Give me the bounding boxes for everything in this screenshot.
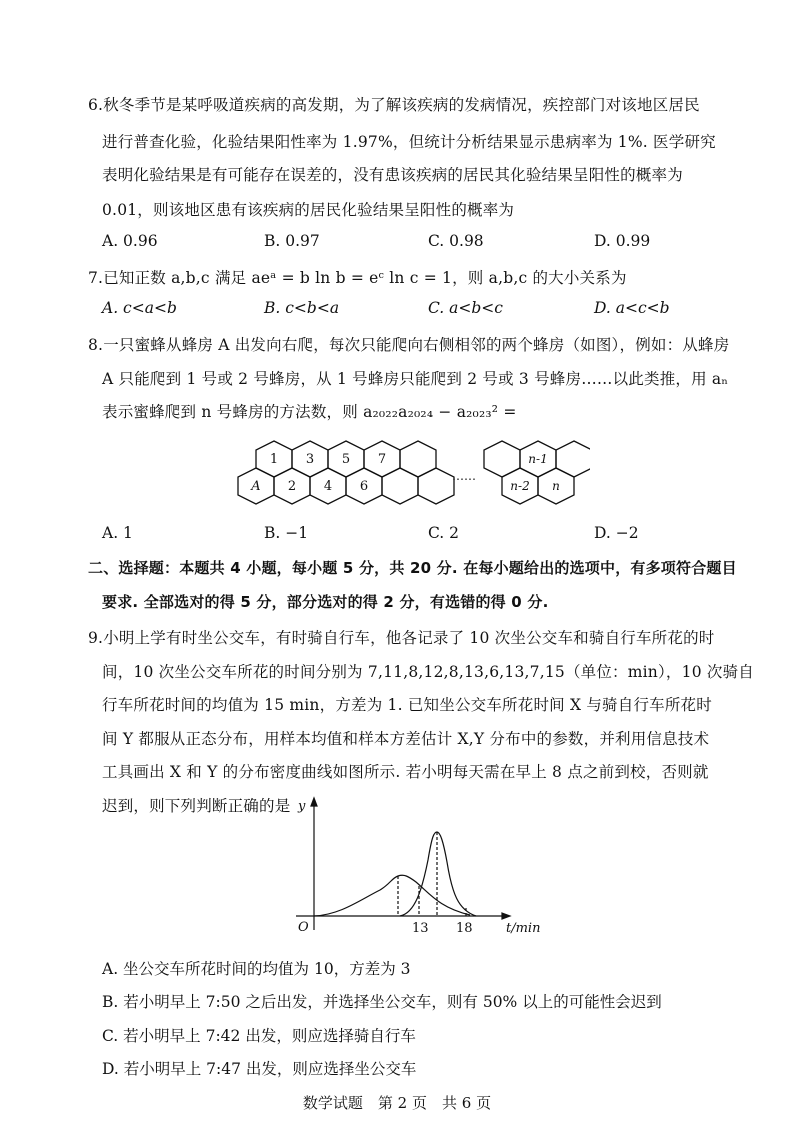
q6-option-a: A. 0.96 (102, 232, 158, 250)
q7-option-d: D. a<c<b (594, 299, 670, 317)
q8-line-2: A 只能爬到 1 号或 2 号蜂房，从 1 号蜂房只能爬到 2 号或 3 号蜂房……以此类推，用 aₙ (102, 370, 729, 388)
hex-label-1: 1 (269, 452, 279, 467)
page-footer: 数学试题 第 2 页 共 6 页 (302, 1094, 492, 1112)
honeycomb-figure (230, 428, 590, 528)
x-axis-label: t/min (506, 921, 541, 936)
q6-line-4: 0.01，则该地区患有该疾病的居民化验结果呈阳性的概率为 (102, 201, 515, 219)
hex-bottom-5 (382, 468, 418, 504)
tick-13-label: 13 (412, 921, 429, 936)
q7-option-b: B. c<b<a (264, 299, 340, 317)
q6-line-3: 表明化验结果是有可能存在误差的，没有患该疾病的居民其化验结果呈阳性的概率为 (102, 166, 683, 184)
q9-line-2: 间，10 次坐公交车所花的时间分别为 7,11,8,12,8,13,6,13,7,15（单位：min），10 次骑自 (102, 663, 754, 681)
q7-option-c: C. a<b<c (428, 299, 503, 317)
q9-option-b: B. 若小明早上 7:50 之后出发，并选择坐公交车，则有 50% 以上的可能性会迟到 (102, 993, 662, 1011)
tick-18-label: 18 (456, 921, 473, 936)
q9-line-5: 工具画出 X 和 Y 的分布密度曲线如图所示. 若小明每天需在早上 8 点之前到校，否则就 (102, 763, 709, 781)
hex-label-7: 7 (377, 452, 387, 467)
q9-line-1: 9.小明上学有时坐公交车，有时骑自行车，他各记录了 10 次坐公交车和骑自行车所花的时 (88, 629, 715, 647)
bike-density-curve (400, 832, 476, 916)
q6-option-d: D. 0.99 (594, 232, 651, 250)
q6-line-1: 6.秋冬季节是某呼吸道疾病的高发期，为了解该疾病的发病情况，疾控部门对该地区居民 (88, 96, 700, 114)
hex-right-left (484, 441, 520, 477)
q8-option-b: B. −1 (264, 524, 309, 542)
y-axis-arrow (311, 798, 317, 806)
hex-label-4: 4 (323, 479, 333, 494)
section2-line-2: 要求. 全部选对的得 5 分，部分选对的得 2 分，有选错的得 0 分. (102, 593, 549, 611)
q8-option-a: A. 1 (102, 524, 133, 542)
density-curve-figure (280, 790, 550, 940)
hex-right-right (556, 441, 590, 477)
q9-option-c: C. 若小明早上 7:42 出发，则应选择骑自行车 (102, 1027, 416, 1045)
y-axis-label: y (298, 799, 306, 814)
x-axis-arrow (502, 913, 510, 919)
q8-line-1: 8.一只蜜蜂从蜂房 A 出发向右爬，每次只能爬向右侧相邻的两个蜂房（如图），例如：从蜂房 (88, 336, 730, 354)
q9-option-a: A. 坐公交车所花时间的均值为 10，方差为 3 (102, 960, 411, 978)
q8-line-3: 表示蜜蜂爬到 n 号蜂房的方法数，则 a₂₀₂₂a₂₀₂₄ − a₂₀₂₃² = (102, 403, 517, 421)
hex-top-5 (400, 441, 436, 477)
q7-stem: 7.已知正数 a,b,c 满足 aeᵃ = b ln b = eᶜ ln c = 1，则 a,b,c 的大小关系为 (88, 269, 627, 287)
q7-option-a: A. c<a<b (102, 299, 177, 317)
q6-line-2: 进行普查化验，化验结果阳性率为 1.97%，但统计分析结果显示患病率为 1%. 医学研究 (102, 133, 716, 151)
q8-option-d: D. −2 (594, 524, 639, 542)
hex-bottom-6 (418, 468, 454, 504)
q6-option-b: B. 0.97 (264, 232, 320, 250)
q9-line-3: 行车所花时间的均值为 15 min，方差为 1. 已知坐公交车所花时间 X 与骑自行车所花时 (102, 696, 712, 714)
hex-ellipsis: …… (452, 469, 476, 483)
hex-label-a: A (251, 479, 261, 494)
hex-label-5: 5 (341, 452, 351, 467)
hex-label-2: 2 (287, 479, 297, 494)
q9-line-6: 迟到，则下列判断正确的是 (102, 797, 291, 815)
q8-option-c: C. 2 (428, 524, 460, 542)
section2-line-1: 二、选择题：本题共 4 小题，每小题 5 分，共 20 分. 在每小题给出的选项中，有多项符合题目 (88, 559, 737, 577)
hex-label-n: n (552, 479, 560, 493)
q9-line-4: 间 Y 都服从正态分布，用样本均值和样本方差估计 X,Y 分布中的参数，并利用信息技术 (102, 730, 710, 748)
hex-label-3: 3 (305, 452, 315, 467)
hex-label-6: 6 (359, 479, 369, 494)
origin-label: O (298, 920, 309, 935)
hex-label-n-2: n-2 (510, 479, 530, 493)
q6-option-c: C. 0.98 (428, 232, 484, 250)
q9-option-d: D. 若小明早上 7:47 出发，则应选择坐公交车 (102, 1060, 417, 1078)
hex-label-n-1: n-1 (528, 452, 548, 466)
bus-density-curve (314, 875, 470, 916)
